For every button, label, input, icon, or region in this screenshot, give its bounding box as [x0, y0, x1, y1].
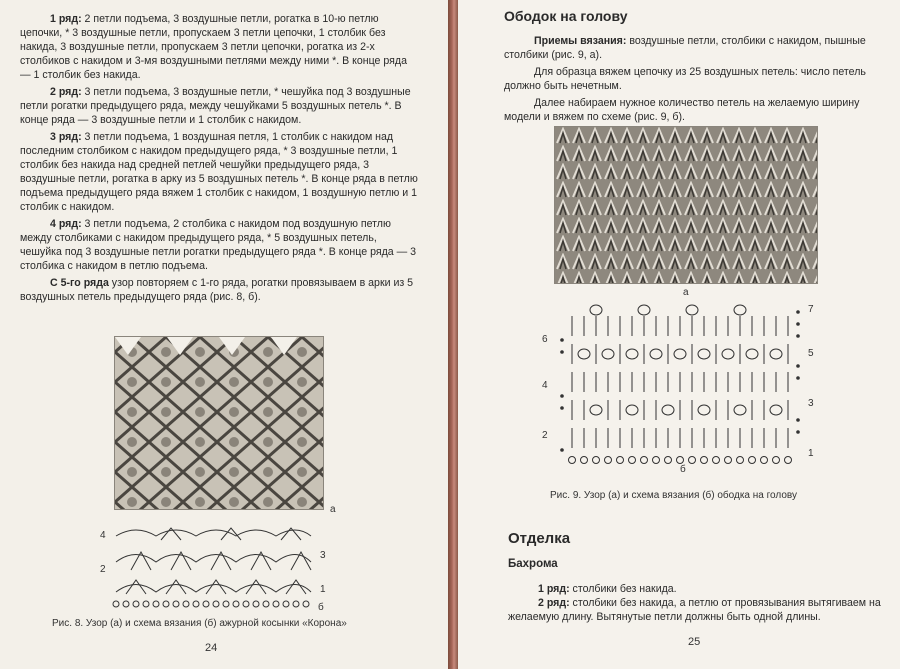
headband-diagram-symbols: [554, 300, 824, 470]
diagram-row-1: 1: [320, 584, 326, 595]
fringe-row-1-lead: 1 ряд:: [538, 583, 570, 595]
diagram-row-4: 4: [100, 530, 106, 541]
row-2-text: 3 петли подъема, 3 воздушные петли, * чешуйка под 3 воздушные петли рогатки предыдущего ряда, между чешуйками 5 воздушных петель *. В конце ряда — 3 воздушные петли и 1 столбик с накидом.: [20, 86, 411, 126]
finishing-title-text: Отделка: [508, 530, 571, 547]
right-text-block: [504, 34, 884, 124]
paragraph-row-3: [20, 130, 420, 214]
techniques-lead: Приемы вязания:: [534, 35, 627, 47]
page-number-24: 24: [205, 642, 218, 654]
fringe-row-2: [508, 596, 884, 624]
row-5-lead: С 5-го ряда: [50, 277, 109, 289]
headband-title-text: Ободок на голову: [504, 8, 628, 24]
width-paragraph: Далее набираем нужное количество петель на желаемую ширину модели и вяжем по схеме (рис. 9, б).: [504, 97, 860, 123]
diagram-row-3: 3: [808, 398, 814, 409]
book-spine: [448, 0, 458, 669]
headband-texture: [555, 127, 817, 283]
chain-row: [113, 601, 309, 607]
fringe-text-block: [508, 582, 884, 624]
left-text-block: [20, 12, 420, 304]
fringe-row-2-text: столбики без накида, а петлю от провязывания вытягиваем на желаемую длину. Вытянутые петли должны быть одной длины.: [508, 597, 881, 623]
fringe-row-2-lead: 2 ряд:: [538, 597, 570, 609]
sample-paragraph: Для образца вяжем цепочку из 25 воздушных петель: число петель должно быть нечетным.: [504, 66, 866, 92]
lace-pattern-texture: [115, 337, 323, 509]
foundation-chain: [569, 457, 792, 464]
crown-diagram-symbols: [106, 522, 318, 612]
headband-pattern-photo: [554, 126, 818, 284]
right-diagram-label: б: [680, 464, 686, 475]
techniques-paragraph: [504, 34, 884, 62]
fringe-row-1: [508, 582, 884, 596]
row-1-lead: 1 ряд:: [50, 13, 82, 25]
left-page: [0, 0, 448, 669]
right-photo-label: а: [683, 287, 689, 298]
crown-crochet-diagram: [100, 522, 326, 613]
right-page: [458, 0, 900, 669]
techniques-text: воздушные петли, столбики с накидом, пышные столбики (рис. 9, а).: [504, 35, 866, 61]
row-3-lead: 3 ряд:: [50, 131, 82, 143]
row-2-lead: 2 ряд:: [50, 86, 82, 98]
lace-pattern-photo: [114, 336, 324, 510]
left-photo-label: а: [330, 504, 336, 515]
row-4-text: 3 петли подъема, 2 столбика с накидом под воздушную петлю между столбиками с накидом предыдущего ряда, * 5 воздушных петель, чешуйка под 3 воздушные петли рогатки предыдущего ряда *. В конце ряда — 3 столбика с накидом в петлю подъема.: [20, 218, 417, 272]
headband-crochet-diagram: [542, 300, 824, 475]
diagram-row-4: 4: [542, 380, 548, 391]
stitch-rows: [572, 316, 788, 448]
diagram-row-5: 5: [808, 348, 814, 359]
diagram-row-1: 1: [808, 448, 814, 459]
fringe-subtitle: Бахрома: [508, 558, 558, 570]
left-diagram-label: б: [318, 602, 324, 613]
diagram-row-7: 7: [808, 304, 814, 315]
paragraph-row-4: [20, 217, 420, 273]
headband-title: [504, 8, 628, 24]
paragraph-row-1: [20, 12, 420, 82]
figure-8-caption: Рис. 8. Узор (а) и схема вязания (б) ажурной косынки «Корона»: [52, 618, 347, 629]
row-1-text: 2 петли подъема, 3 воздушные петли, рогатка в 10-ю петлю цепочки, * 3 воздушные петли, пропускаем 3 петли цепочки, 1 столбик без накида, 3 воздушные петли, пропускаем 3 петли цепочки, рогатка из 2-х столбиков с накидом и 3-мя воздушными петлями между ними *. В конце ряда — 1 столбик без накида.: [20, 13, 407, 81]
diagram-row-3: 3: [320, 550, 326, 561]
diagram-row-6: 6: [542, 334, 548, 345]
paragraph-row-5: [20, 276, 420, 304]
diagram-row-2: 2: [100, 564, 106, 575]
row-5-text: узор повторяем с 1-го ряда, рогатки провязываем в арки из 5 воздушных петель предыдущего ряда (рис. 8, б).: [20, 277, 414, 303]
diagram-row-2: 2: [542, 430, 548, 441]
row-3-text: 3 петли подъема, 1 воздушная петля, 1 столбик с накидом над последним столбиком с накидом предыдущего ряда, * 3 воздушные петли, 1 столбик без накида над средней петлей чешуйки предыдущего ряда, 3 воздушные петли, рогатка в арку из 5 воздушных петель *. В конце ряда в петлю подъема предыдущего ряда вяжем 1 столбик с накидом, 1 воздушную петлю и 1 столбик с накидом.: [20, 131, 418, 213]
figure-9-caption: Рис. 9. Узор (а) и схема вязания (б) ободка на голову: [550, 490, 797, 501]
row-4-lead: 4 ряд:: [50, 218, 82, 230]
fringe-row-1-text: столбики без накида.: [569, 583, 677, 595]
page-number-25: 25: [688, 636, 701, 648]
finishing-section-title: [508, 530, 570, 547]
paragraph-row-2: [20, 85, 420, 127]
